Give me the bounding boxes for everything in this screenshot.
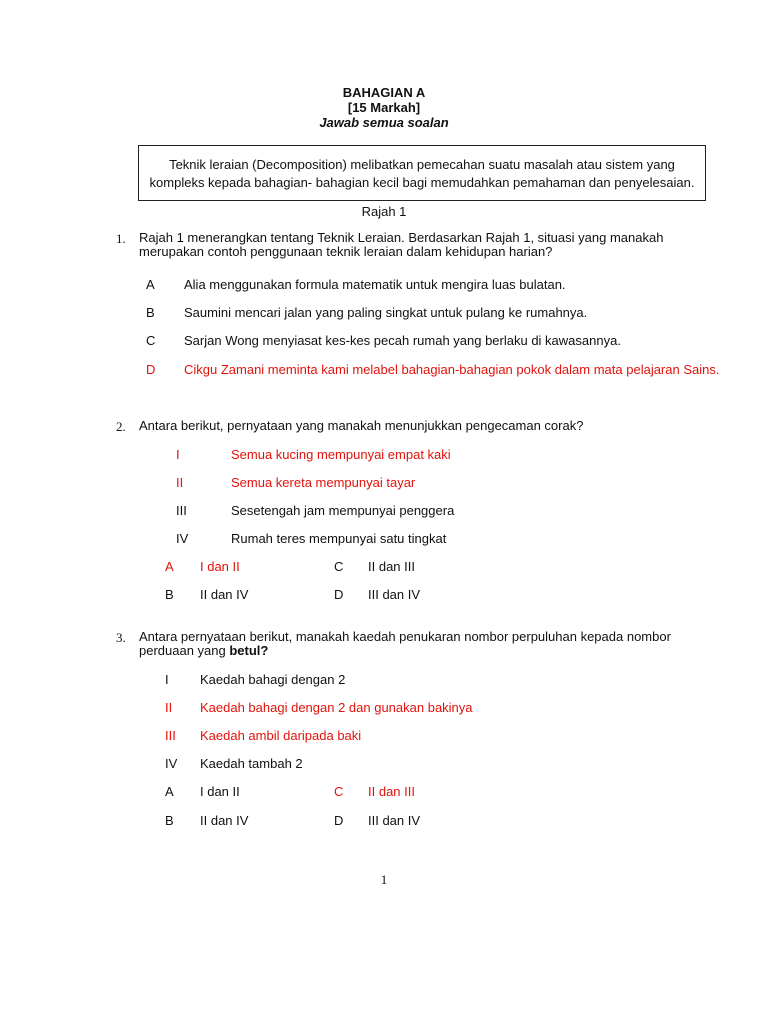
q3-choice-c-text: II dan III: [368, 784, 415, 799]
question-2-text: Antara berikut, pernyataan yang manakah menunjukkan pengecaman corak?: [139, 418, 584, 433]
section-title: BAHAGIAN A: [342, 85, 426, 100]
q3-statement-ii-roman: II: [165, 700, 173, 715]
q3-statement-iii-roman: III: [165, 728, 176, 743]
q3-statement-iv-text: Kaedah tambah 2: [200, 756, 303, 771]
q1-option-c-letter: C: [146, 333, 156, 348]
q3-statement-iii-text: Kaedah ambil daripada baki: [200, 728, 362, 743]
q2-statement-ii-text: Semua kereta mempunyai tayar: [231, 475, 416, 490]
q2-choice-d-letter: D: [334, 587, 344, 602]
q1-option-b-letter: B: [146, 305, 155, 320]
q3-choice-c-letter: C: [334, 784, 344, 799]
question-3-text: [139, 630, 699, 658]
q3-statement-ii-text: Kaedah bahagi dengan 2 dan gunakan bakinya: [200, 700, 473, 715]
q2-choice-b-letter: B: [165, 587, 174, 602]
question-2-number: 2.: [116, 419, 126, 434]
question-1-line-1: Rajah 1 menerangkan tentang Teknik Leraian. Berdasarkan Rajah 1, situasi yang manakah: [139, 230, 664, 245]
question-1-number: 1.: [116, 231, 126, 246]
q3-choice-d-letter: D: [334, 813, 344, 828]
q1-option-a-text: Alia menggunakan formula matematik untuk mengira luas bulatan.: [184, 277, 566, 292]
q3-choice-b-text: II dan IV: [200, 813, 249, 828]
q2-choice-a-letter: A: [165, 559, 174, 574]
q1-option-d-letter: D: [146, 362, 156, 377]
q3-statement-iv-roman: IV: [165, 756, 178, 771]
question-1-text: [139, 231, 699, 259]
q1-option-c-text: Sarjan Wong menyiasat kes-kes pecah rumah yang berlaku di kawasannya.: [184, 333, 621, 348]
q2-choice-d-text: III dan IV: [368, 587, 421, 602]
q3-statement-i-text: Kaedah bahagi dengan 2: [200, 672, 346, 687]
q1-option-d-text: Cikgu Zamani meminta kami melabel bahagian-bahagian pokok dalam mata pelajaran Sains.: [184, 362, 720, 377]
question-3-line-2: [139, 644, 699, 658]
q3-choice-b-letter: B: [165, 813, 174, 828]
definition-box: [138, 145, 706, 201]
q2-choice-c-text: II dan III: [368, 559, 415, 574]
q3-statement-i-roman: I: [165, 672, 169, 687]
page-number: 1: [380, 872, 388, 887]
question-3-number: 3.: [116, 630, 126, 645]
question-1-line-2: merupakan contoh penggunaan teknik leraian dalam kehidupan harian?: [139, 244, 553, 259]
question-3-line-2-prefix: perduaan yang: [139, 643, 230, 658]
q3-choice-d-text: III dan IV: [368, 813, 421, 828]
q1-option-b-text: Saumini mencari jalan yang paling singkat untuk pulang ke rumahnya.: [184, 305, 588, 320]
marks-label: [15 Markah]: [347, 100, 421, 115]
q1-option-a-letter: A: [146, 277, 155, 292]
q3-choice-a-letter: A: [165, 784, 174, 799]
q2-statement-i-roman: I: [176, 447, 180, 462]
q3-choice-a-text: I dan II: [200, 784, 240, 799]
definition-line-1: Teknik leraian (Decomposition) melibatkan pemecahan suatu masalah atau sistem yang: [169, 157, 675, 172]
q2-choice-c-letter: C: [334, 559, 344, 574]
q2-statement-i-text: Semua kucing mempunyai empat kaki: [231, 447, 451, 462]
question-3-line-1: Antara pernyataan berikut, manakah kaedah penukaran nombor perpuluhan kepada nombor: [139, 629, 671, 644]
figure-caption: Rajah 1: [361, 204, 407, 219]
q2-statement-iii-text: Sesetengah jam mempunyai penggera: [231, 503, 455, 518]
q2-statement-iv-roman: IV: [176, 531, 189, 546]
q2-statement-iv-text: Rumah teres mempunyai satu tingkat: [231, 531, 447, 546]
q2-choice-b-text: II dan IV: [200, 587, 249, 602]
instruction-text: Jawab semua soalan: [319, 115, 449, 130]
q2-statement-ii-roman: II: [176, 475, 184, 490]
question-3-line-2-bold: betul?: [229, 643, 269, 658]
q2-choice-a-text: I dan II: [200, 559, 240, 574]
definition-line-2: kompleks kepada bahagian- bahagian kecil bagi memudahkan pemahaman dan penyelesaian.: [149, 175, 695, 190]
q2-statement-iii-roman: III: [176, 503, 187, 518]
